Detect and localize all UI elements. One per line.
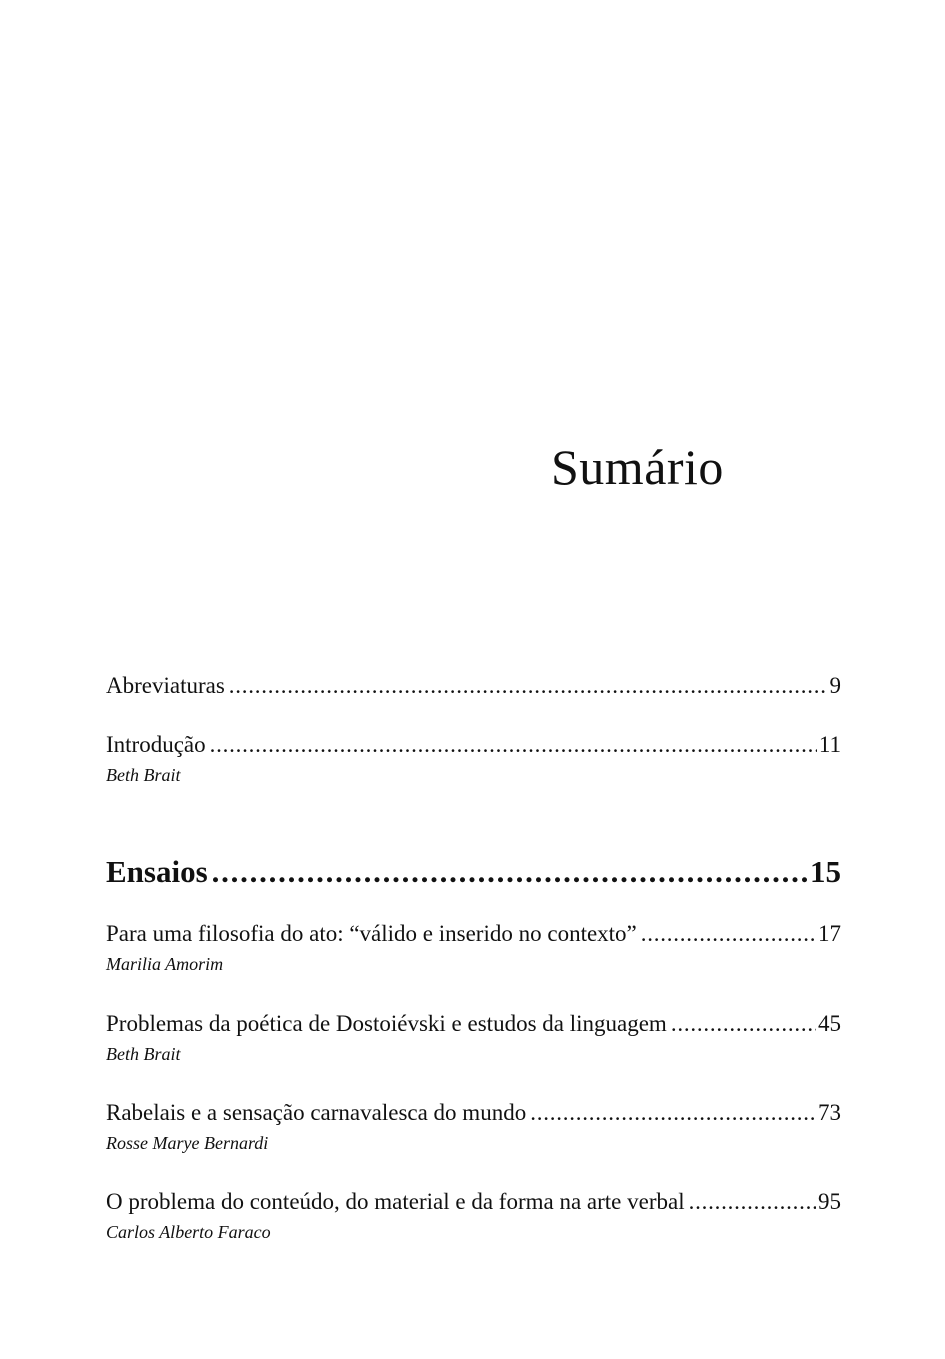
toc-entry xyxy=(106,920,841,948)
toc-entry-title: Introdução xyxy=(106,732,206,757)
page-title: Sumário xyxy=(551,439,724,495)
dot-leader xyxy=(212,853,808,890)
toc-entry xyxy=(106,1188,841,1216)
toc-entry-page: 73 xyxy=(818,1100,841,1125)
toc-section-title: Ensaios xyxy=(106,854,208,889)
toc-entry-author: Beth Brait xyxy=(106,1044,181,1064)
toc-entry-title: Problemas da poética de Dostoiévski e estudos da linguagem xyxy=(106,1011,667,1036)
toc-entry-page: 17 xyxy=(818,921,841,946)
toc-entry-page: 45 xyxy=(818,1011,841,1036)
toc-entry-title: Rabelais e a sensação carnavalesca do mundo xyxy=(106,1100,527,1125)
toc-entry-author: Beth Brait xyxy=(106,765,181,785)
toc-entry xyxy=(106,1099,841,1127)
dot-leader xyxy=(210,731,817,759)
toc-entry-title: O problema do conteúdo, do material e da forma na arte verbal xyxy=(106,1189,685,1214)
toc-entry-author: Rosse Marye Bernardi xyxy=(106,1133,269,1153)
toc-entry-page: 9 xyxy=(829,673,841,698)
toc-entry-title: Para uma filosofia do ato: “válido e inserido no contexto” xyxy=(106,921,637,946)
toc-entry-title: Abreviaturas xyxy=(106,673,225,698)
toc-entry-author: Marilia Amorim xyxy=(106,954,224,974)
toc-entry xyxy=(106,1010,841,1038)
toc-entry-author: Carlos Alberto Faraco xyxy=(106,1222,271,1242)
dot-leader xyxy=(689,1188,816,1216)
dot-leader xyxy=(530,1099,816,1127)
toc-entry-introducao xyxy=(106,731,841,759)
dot-leader xyxy=(671,1010,816,1038)
toc-entry-page: 11 xyxy=(818,732,841,757)
toc-section-page: 15 xyxy=(810,854,841,889)
dot-leader xyxy=(229,672,828,700)
toc-section-ensaios xyxy=(106,853,841,890)
toc-entry-abreviaturas xyxy=(106,672,841,700)
toc-entry-page: 95 xyxy=(818,1189,841,1214)
dot-leader xyxy=(641,920,816,948)
